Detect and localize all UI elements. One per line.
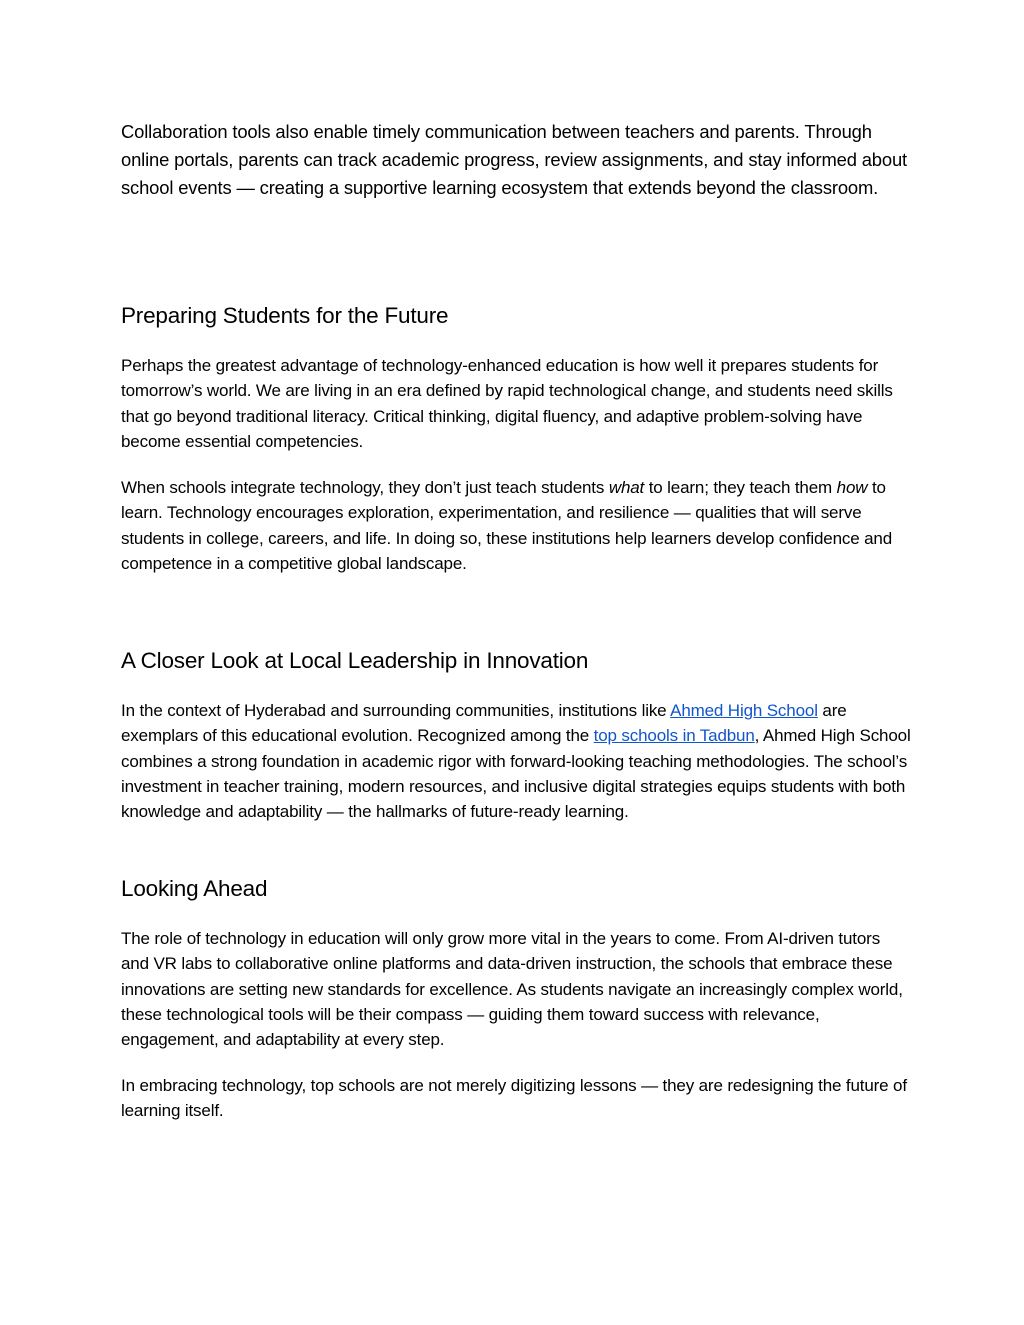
paragraph-text: are exemplars of this educational evolution. Recognized among the	[121, 701, 847, 746]
heading-preparing-students: Preparing Students for the Future	[121, 303, 449, 328]
heading-looking-ahead: Looking Ahead	[121, 876, 268, 901]
paragraph-text: to learn; they teach them	[644, 478, 837, 497]
top-schools-tadbun-link[interactable]: top schools in Tadbun	[593, 726, 755, 746]
heading-local-leadership: A Closer Look at Local Leadership in Innovation	[121, 648, 589, 673]
paragraph-text: , Ahmed High School combines a strong foundation in academic rigor with forward-looking teaching methodologies. The school’s investment in teacher training, modern resources, and inclusive digital strategies equips students with both knowledge and adaptability — the hallmarks of future-ready learning.	[121, 726, 911, 822]
paragraph-text: to learn. Technology encourages exploration, experimentation, and resilience — qualities that will serve students in college, careers, and life. In doing so, these institutions help learners develop confidence and competence in a competitive global landscape.	[121, 478, 893, 573]
paragraph-conclusion: In embracing technology, top schools are not merely digitizing lessons — they are redesigning the future of learning itself.	[121, 1076, 907, 1121]
emphasis-what: what	[608, 478, 645, 497]
paragraph-text: When schools integrate technology, they don’t just teach students	[121, 478, 609, 497]
paragraph-text: In the context of Hyderabad and surrounding communities, institutions like	[121, 701, 671, 720]
ahmed-high-school-link[interactable]: Ahmed High School	[670, 701, 818, 720]
paragraph-local-leadership	[121, 698, 911, 824]
paragraph-role-of-technology: The role of technology in education will only grow more vital in the years to come. From AI-driven tutors and VR labs to collaborative online platforms and data-driven instruction, the schools that embrace these innovations are setting new standards for excellence. As students navigate an increasingly complex world, these technological tools will be their compass — guiding them toward success with relevance, engagement, and adaptability at every step.	[121, 929, 903, 1050]
emphasis-how: how	[836, 478, 868, 497]
intro-paragraph: Collaboration tools also enable timely communication between teachers and parents. Through online portals, parents can track academic progress, review assignments, and stay informed about school events — creating a supportive learning ecosystem that extends beyond the classroom.	[121, 121, 907, 198]
paragraph-future-skills: Perhaps the greatest advantage of technology-enhanced education is how well it prepares students for tomorrow’s world. We are living in an era defined by rapid technological change, and students need skills that go beyond traditional literacy. Critical thinking, digital fluency, and adaptive problem-solving have become essential competencies.	[121, 356, 893, 451]
paragraph-how-to-learn	[121, 475, 911, 576]
